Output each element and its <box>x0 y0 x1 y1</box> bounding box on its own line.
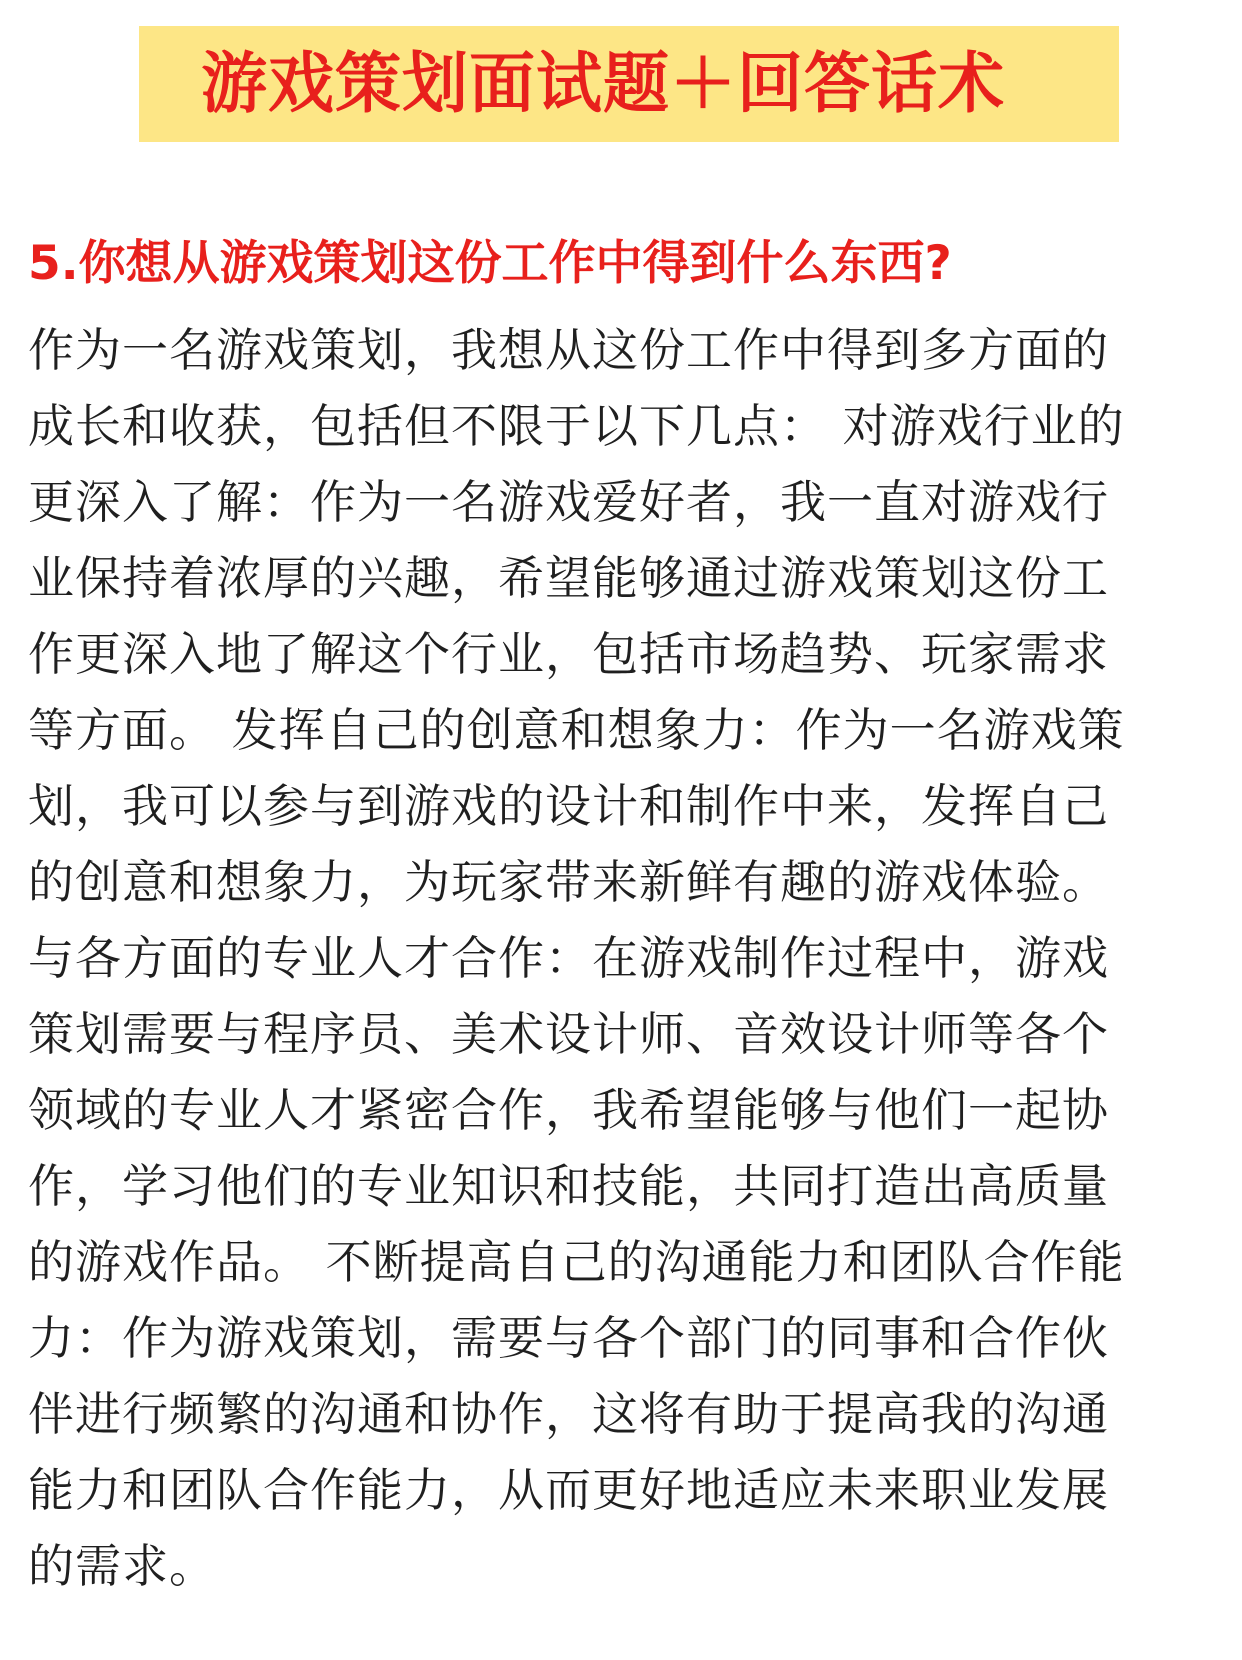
answer-line: 的需求。 <box>28 1539 216 1593</box>
answer-line: 与各方面的专业人才合作：在游戏制作过程中，游戏 <box>28 931 1109 985</box>
page-title: 游戏策划面试题＋回答话术 <box>201 45 1005 122</box>
answer-line: 伴进行频繁的沟通和协作，这将有助于提高我的沟通 <box>28 1387 1109 1441</box>
answer-line: 的游戏作品。 不断提高自己的沟通能力和团队合作能 <box>28 1235 1125 1289</box>
answer-line: 作为一名游戏策划，我想从这份工作中得到多方面的 <box>28 323 1109 377</box>
answer-line: 等方面。 发挥自己的创意和想象力：作为一名游戏策 <box>28 703 1125 757</box>
answer-line: 的创意和想象力，为玩家带来新鲜有趣的游戏体验。 <box>28 855 1109 909</box>
answer-line: 划，我可以参与到游戏的设计和制作中来，发挥自己 <box>28 779 1109 833</box>
answer-line: 领域的专业人才紧密合作，我希望能够与他们一起协 <box>28 1083 1109 1137</box>
answer-paragraph <box>28 312 1125 1604</box>
title-banner <box>139 26 1119 142</box>
answer-line: 更深入了解：作为一名游戏爱好者，我一直对游戏行 <box>28 475 1109 529</box>
answer-line: 力：作为游戏策划，需要与各个部门的同事和合作伙 <box>28 1311 1109 1365</box>
answer-line: 策划需要与程序员、美术设计师、音效设计师等各个 <box>28 1007 1109 1061</box>
answer-line: 成长和收获，包括但不限于以下几点： 对游戏行业的 <box>28 399 1125 453</box>
answer-line: 能力和团队合作能力，从而更好地适应未来职业发展 <box>28 1463 1109 1517</box>
answer-line: 业保持着浓厚的兴趣，希望能够通过游戏策划这份工 <box>28 551 1109 605</box>
answer-line: 作更深入地了解这个行业，包括市场趋势、玩家需求 <box>28 627 1109 681</box>
answer-line: 作，学习他们的专业知识和技能，共同打造出高质量 <box>28 1159 1109 1213</box>
question-heading: 5.你想从游戏策划这份工作中得到什么东西? <box>28 236 952 291</box>
